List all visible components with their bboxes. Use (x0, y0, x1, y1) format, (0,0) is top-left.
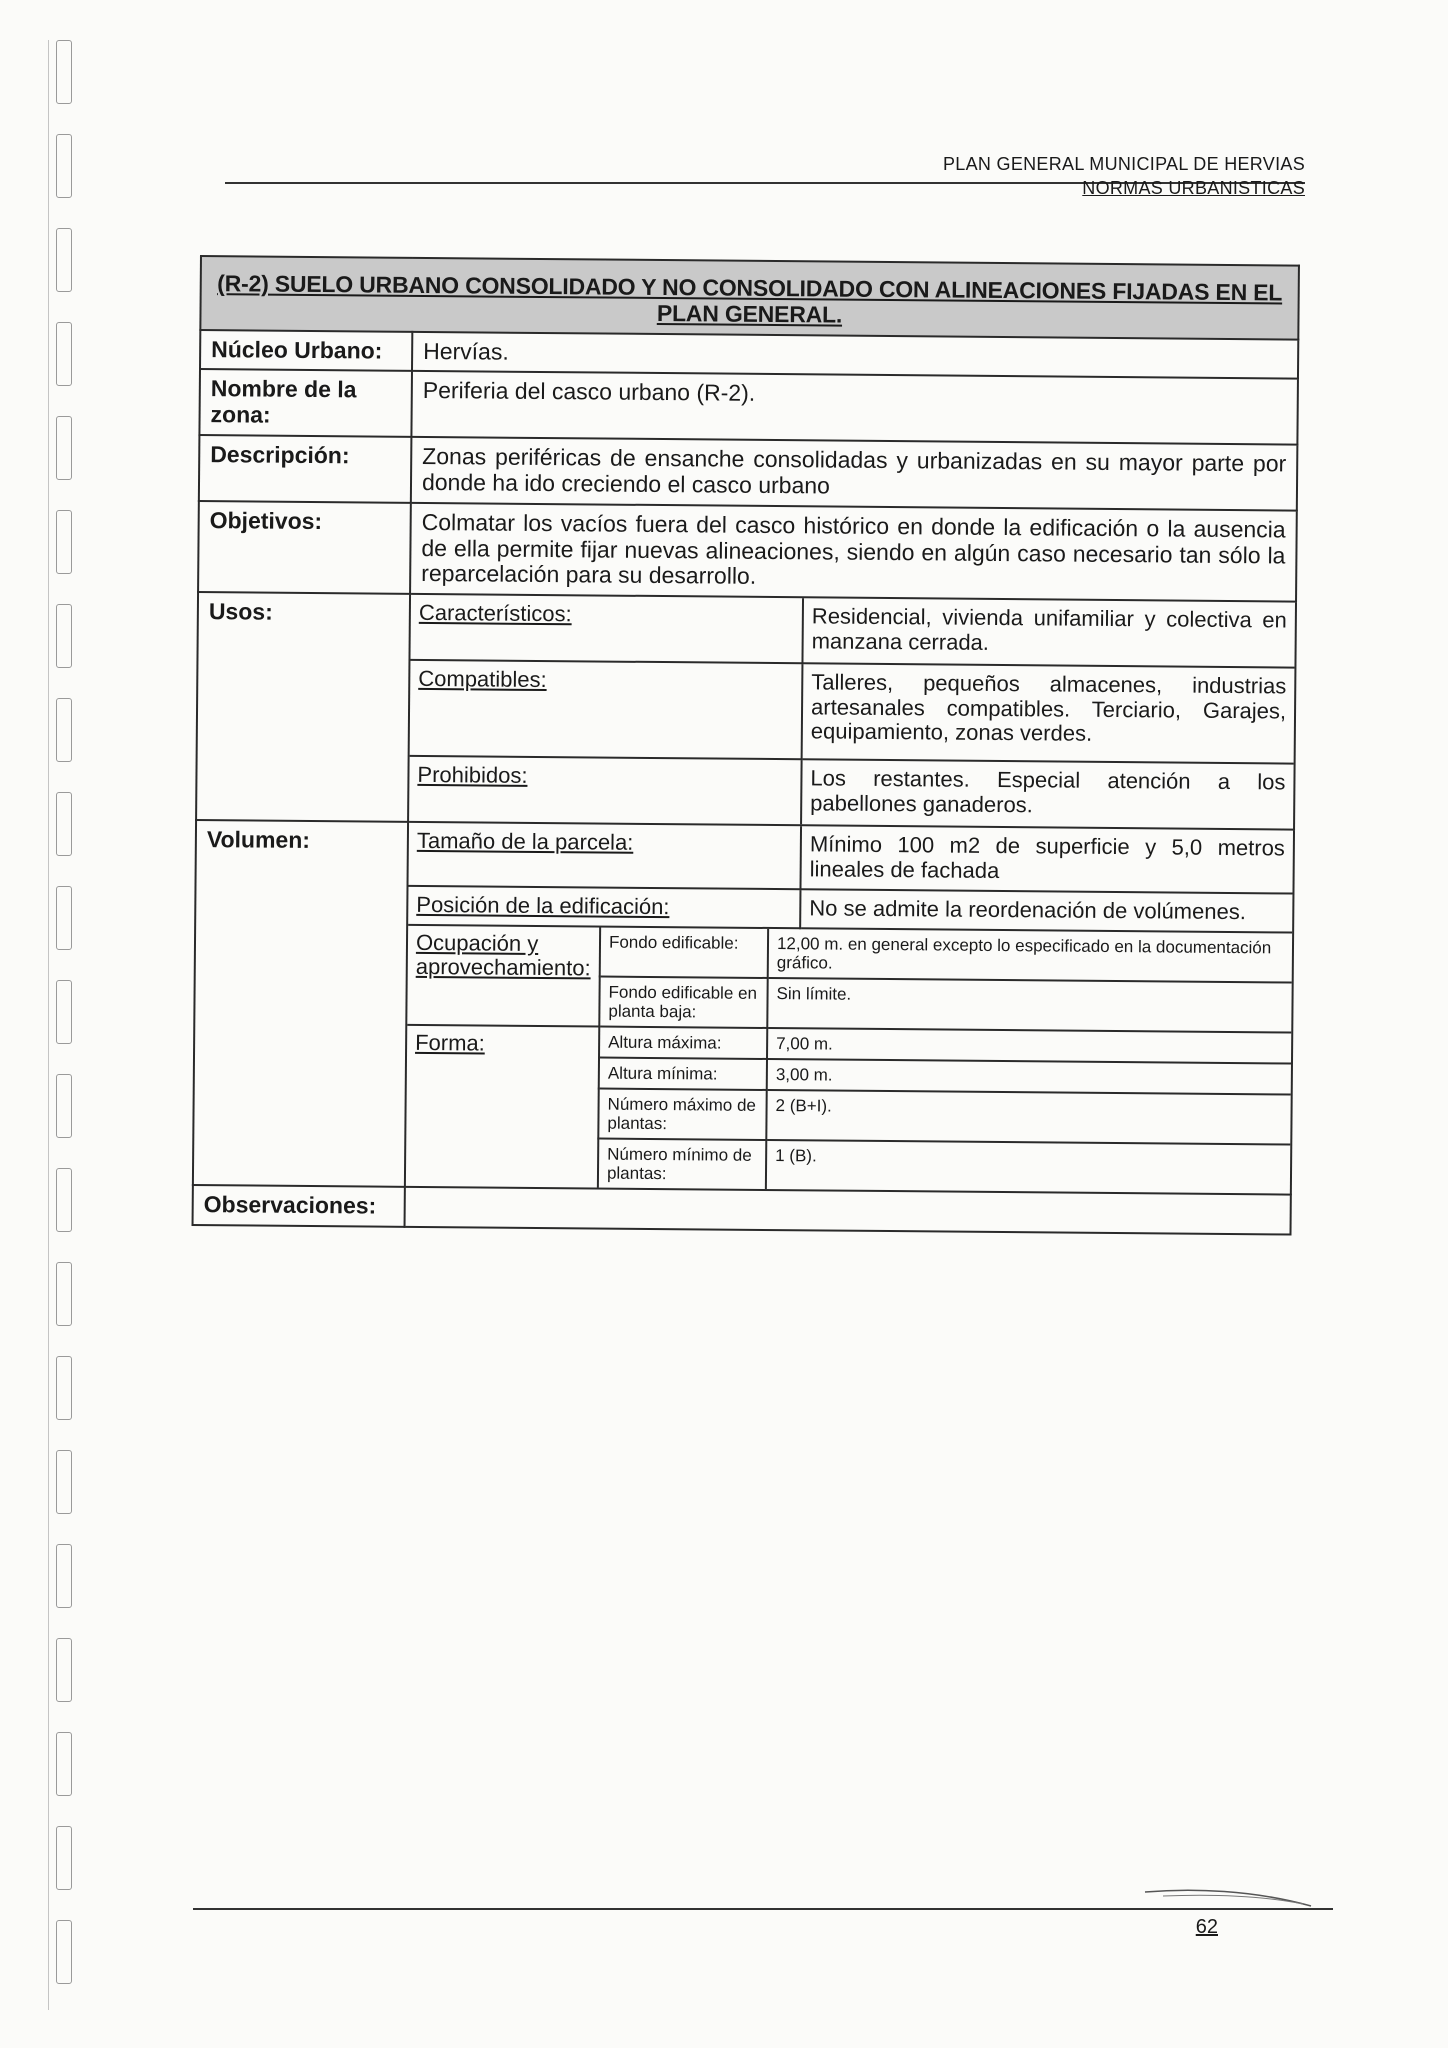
compatibles-key: Compatibles: (418, 665, 547, 693)
binding-hole (56, 980, 72, 1044)
binding-hole (56, 1920, 72, 1984)
binding-hole (56, 1168, 72, 1232)
zone-sheet (192, 255, 1300, 1235)
plantas-min-value: 1 (B). (775, 1145, 817, 1166)
binding-hole (56, 1074, 72, 1138)
binding-hole (56, 416, 72, 480)
fondo-key: Fondo edificable: (600, 927, 768, 978)
row-descripcion (199, 435, 1298, 510)
nucleo-label: Núcleo Urbano: (200, 330, 412, 372)
binding-hole (56, 698, 72, 762)
binding-hole (56, 792, 72, 856)
binding-line (48, 40, 49, 2010)
row-usos (196, 592, 1296, 830)
posicion-key: Posición de la edificación: (416, 891, 670, 920)
descripcion-value: Zonas periféricas de ensanche consolidadas y urbanizadas en su mayor parte por donde ha ido creciendo el casco urbano (411, 437, 1298, 510)
plantas-min-key: Número mínimo de plantas: (598, 1138, 766, 1189)
row-objetivos (198, 501, 1297, 602)
descripcion-label: Descripción: (199, 435, 412, 502)
fondo-value: 12,00 m. en general excepto lo especificado en la documentación gráfico. (768, 929, 1292, 983)
altura-max-value: 7,00 m. (767, 1028, 1291, 1064)
uso-compatibles (410, 660, 1295, 764)
binding-hole (56, 40, 72, 104)
nombre-value: Periferia del casco urbano (R-2). (411, 371, 1298, 445)
objetivos-label: Objetivos: (198, 501, 411, 594)
nombre-label: Nombre de la zona: (199, 369, 412, 437)
forma-key: Forma: (415, 1029, 485, 1056)
tamano-key: Tamaño de la parcela: (416, 827, 634, 855)
zone-table (192, 255, 1300, 1235)
nucleo-value: Hervías. (412, 331, 1298, 378)
binding-hole (56, 510, 72, 574)
usos-cell (408, 594, 1296, 830)
volumen-label: Volumen: (193, 820, 408, 1187)
binding-hole (56, 228, 72, 292)
row-volumen (193, 820, 1294, 1195)
plantas-max-value: 2 (B+I). (766, 1090, 1290, 1145)
caracteristicos-key: Característicos: (418, 599, 572, 627)
volumen-cell (405, 822, 1294, 1195)
volumen-table (406, 823, 1293, 1194)
footer-rule (193, 1908, 1333, 1910)
binding-hole (56, 134, 72, 198)
header-plan-title: PLAN GENERAL MUNICIPAL DE HERVIAS (943, 154, 1305, 174)
zone-title-line1: (R-2) SUELO URBANO CONSOLIDADO Y NO CONSOLIDADO CON ALINEACIONES FIJADAS EN EL (217, 270, 1283, 306)
binding-hole (56, 1732, 72, 1796)
altura-max-key: Altura máxima: (599, 1026, 767, 1058)
binding-hole (56, 886, 72, 950)
ocupacion-key: Ocupación y aprovechamiento: (415, 929, 591, 981)
binding-hole (56, 322, 72, 386)
altura-min-value: 3,00 m. (767, 1059, 1291, 1095)
binding-hole (56, 604, 72, 668)
observaciones-value (405, 1187, 1291, 1234)
fondo-pb-value: Sin límite. (767, 978, 1291, 1033)
posicion-value: No se admite la reordenación de volúmenes. (800, 889, 1292, 932)
plantas-max-key: Número máximo de plantas: (598, 1088, 766, 1140)
page-number: 62 (1195, 1916, 1218, 1938)
uso-prohibidos (409, 756, 1294, 829)
uso-caracteristicos (410, 595, 1295, 668)
fondo-pb-key: Fondo edificable en planta baja: (599, 976, 767, 1028)
binding-hole (56, 1544, 72, 1608)
row-observaciones (193, 1185, 1291, 1234)
row-nombre (199, 369, 1298, 445)
tamano-value: Mínimo 100 m2 de superficie y 5,0 metros lineales de fachada (800, 826, 1293, 893)
usos-label: Usos: (196, 592, 410, 822)
binding-hole (56, 1356, 72, 1420)
objetivos-value: Colmatar los vacíos fuera del casco histórico en donde la edificación o la ausencia de ella permite fijar nuevas alineaciones, siendo en algún caso necesario tan sólo la reparcelación para su desarrollo. (410, 503, 1297, 602)
binding-hole (56, 1826, 72, 1890)
binding-hole (56, 1262, 72, 1326)
header-subtitle: NORMAS URBANISTICAS (1082, 178, 1305, 198)
vol-ocupacion (406, 924, 1292, 1193)
prohibidos-value: Los restantes. Especial atención a los pabellones ganaderos. (810, 765, 1286, 817)
ocupacion-table (406, 925, 1292, 1193)
altura-min-key: Altura mínima: (599, 1057, 767, 1089)
usos-table (409, 595, 1295, 829)
zone-title-line2: PLAN GENERAL. (656, 299, 843, 328)
zone-title (200, 256, 1299, 339)
caracteristicos-value: Residencial, vivienda unifamiliar y colectiva en manzana cerrada. (802, 598, 1295, 667)
binding-holes (56, 40, 76, 2030)
observaciones-label: Observaciones: (193, 1185, 405, 1227)
binding-hole (56, 1638, 72, 1702)
compatibles-value: Talleres, pequeños almacenes, industrias artesanales compatibles. Terciario, Garajes, equipamiento, zonas verdes. (802, 663, 1295, 763)
binding-hole (56, 1450, 72, 1514)
vol-tamano (409, 823, 1294, 894)
prohibidos-key: Prohibidos: (417, 761, 528, 788)
